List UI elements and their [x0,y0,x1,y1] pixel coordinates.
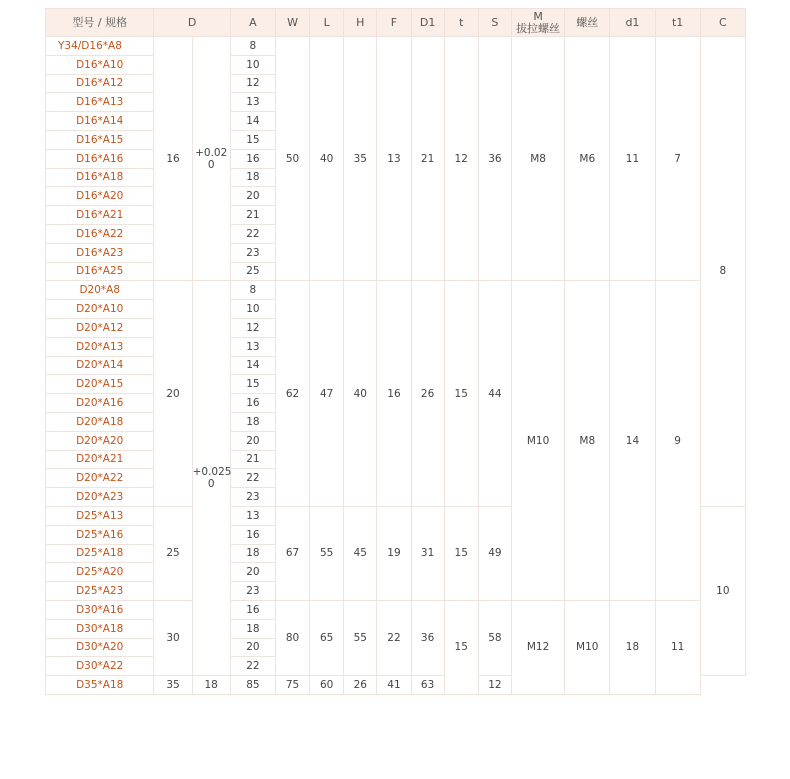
model-cell: D16*A21 [46,206,154,225]
model-cell: D35*A18 [46,676,154,695]
header-model: 型号 / 规格 [46,9,154,37]
A-cell: 16 [230,525,275,544]
model-cell: D16*A14 [46,112,154,131]
tolerance-lower: 0 [207,478,215,491]
d1-cell: 14 [610,281,655,601]
header-screw: 螺丝 [565,9,610,37]
A-cell: 16 [230,394,275,413]
A-cell: 10 [230,300,275,319]
W-cell: 67 [275,506,309,600]
model-cell: D16*A13 [46,93,154,112]
header-M-top: M [533,9,543,23]
model-cell: D30*A20 [46,638,154,657]
D1-cell: 41 [377,676,411,695]
A-cell: 16 [230,149,275,168]
header-M-sub: 拔拉螺丝 [516,21,561,35]
header-W: W [275,9,309,37]
header-t1: t1 [655,9,700,37]
model-cell: D16*A18 [46,168,154,187]
header-L: L [310,9,344,37]
A-cell: 20 [230,563,275,582]
model-cell: D16*A22 [46,224,154,243]
F-cell: 22 [377,600,411,675]
model-cell: D20*A23 [46,488,154,507]
H-cell: 40 [344,281,377,507]
model-cell: D25*A20 [46,563,154,582]
model-cell: D20*A15 [46,375,154,394]
L-cell: 40 [310,37,344,281]
header-d1: d1 [610,9,655,37]
t-cell: 15 [444,600,478,694]
model-cell: D16*A16 [46,149,154,168]
L-cell: 75 [275,676,309,695]
D1-cell: 36 [411,600,444,675]
model-cell: D20*A22 [46,469,154,488]
model-cell: Y34/D16*A8 [46,37,154,56]
S-cell: 58 [478,600,511,675]
F-cell: 19 [377,506,411,600]
A-cell: 23 [230,243,275,262]
model-cell: D20*A21 [46,450,154,469]
S-cell: 36 [478,37,511,281]
model-cell: D20*A20 [46,431,154,450]
header-A: A [230,9,275,37]
model-cell: D20*A10 [46,300,154,319]
S-cell: 44 [478,281,511,507]
D-cell: 35 [154,676,192,695]
model-cell: D20*A16 [46,394,154,413]
A-cell: 23 [230,488,275,507]
header-C: C [700,9,745,37]
A-cell: 8 [230,37,275,56]
A-cell: 8 [230,281,275,300]
A-cell: 20 [230,638,275,657]
model-cell: D20*A14 [46,356,154,375]
screw-cell: M6 [565,37,610,281]
A-cell: 13 [230,93,275,112]
A-cell: 10 [230,55,275,74]
header-t: t [444,9,478,37]
d1-cell: 18 [610,600,655,694]
A-cell: 22 [230,657,275,676]
model-cell: D20*A8 [46,281,154,300]
header-H: H [344,9,377,37]
A-cell: 18 [230,168,275,187]
A-cell: 22 [230,224,275,243]
H-cell: 35 [344,37,377,281]
M-cell: M8 [511,37,564,281]
A-cell: 18 [230,544,275,563]
model-cell: D16*A10 [46,55,154,74]
model-cell: D30*A22 [46,657,154,676]
header-M [511,9,564,37]
A-cell: 13 [230,337,275,356]
model-cell: D30*A18 [46,619,154,638]
model-cell: D16*A20 [46,187,154,206]
t1-cell: 11 [655,600,700,694]
A-cell: 18 [192,676,230,695]
W-cell: 85 [230,676,275,695]
d1-cell: 11 [610,37,655,281]
D1-cell: 26 [411,281,444,507]
A-cell: 15 [230,130,275,149]
A-cell: 21 [230,450,275,469]
A-cell: 20 [230,187,275,206]
A-cell: 15 [230,375,275,394]
tolerance-lower: 0 [207,158,215,171]
A-cell: 12 [230,318,275,337]
A-cell: 14 [230,112,275,131]
W-cell: 62 [275,281,309,507]
screw-cell: M10 [565,600,610,694]
F-cell: 13 [377,37,411,281]
L-cell: 55 [310,506,344,600]
A-cell: 12 [230,74,275,93]
model-cell: D16*A15 [46,130,154,149]
A-cell: 16 [230,600,275,619]
header-F: F [377,9,411,37]
model-cell: D25*A23 [46,582,154,601]
model-cell: D16*A25 [46,262,154,281]
A-cell: 25 [230,262,275,281]
S-cell: 49 [478,506,511,600]
H-cell: 60 [310,676,344,695]
A-cell: 23 [230,582,275,601]
C-cell: 12 [478,676,511,695]
t-cell: 15 [444,281,478,507]
screw-cell: M8 [565,281,610,601]
table-row [46,600,746,619]
M-cell: M12 [511,600,564,694]
A-cell: 18 [230,619,275,638]
model-cell: D30*A16 [46,600,154,619]
t1-cell: 9 [655,281,700,601]
D-cell: 30 [154,600,192,675]
D1-cell: 21 [411,37,444,281]
table-row [46,37,746,56]
A-cell: 20 [230,431,275,450]
W-cell: 80 [275,600,309,675]
D-cell: 25 [154,506,192,600]
header-row [46,9,746,37]
model-cell: D16*A12 [46,74,154,93]
model-cell: D16*A23 [46,243,154,262]
F-cell: 26 [344,676,377,695]
model-cell: D25*A13 [46,506,154,525]
W-cell: 50 [275,37,309,281]
model-cell: D20*A13 [46,337,154,356]
A-cell: 14 [230,356,275,375]
F-cell: 16 [377,281,411,507]
A-cell: 13 [230,506,275,525]
S-cell: 63 [411,676,444,695]
H-cell: 55 [344,600,377,675]
D-cell: 16 [154,37,192,281]
spec-table [45,8,746,695]
model-cell: D20*A18 [46,412,154,431]
header-D: D [154,9,230,37]
L-cell: 47 [310,281,344,507]
A-cell: 18 [230,412,275,431]
t-cell: 12 [444,37,478,281]
model-cell: D20*A12 [46,318,154,337]
M-cell: M10 [511,281,564,601]
C-cell: 8 [700,37,745,507]
A-cell: 21 [230,206,275,225]
header-D1: D1 [411,9,444,37]
table-row [46,281,746,300]
H-cell: 45 [344,506,377,600]
header-S: S [478,9,511,37]
t1-cell: 7 [655,37,700,281]
D-cell: 20 [154,281,192,507]
tolerance-cell [192,37,230,281]
A-cell: 22 [230,469,275,488]
tolerance-upper: +0.025 [192,466,232,479]
model-cell: D25*A16 [46,525,154,544]
C-cell: 10 [700,506,745,675]
D1-cell: 31 [411,506,444,600]
t-cell: 15 [444,506,478,600]
model-cell: D25*A18 [46,544,154,563]
tolerance-upper: +0.02 [195,146,228,159]
L-cell: 65 [310,600,344,675]
tolerance-cell [192,281,230,676]
